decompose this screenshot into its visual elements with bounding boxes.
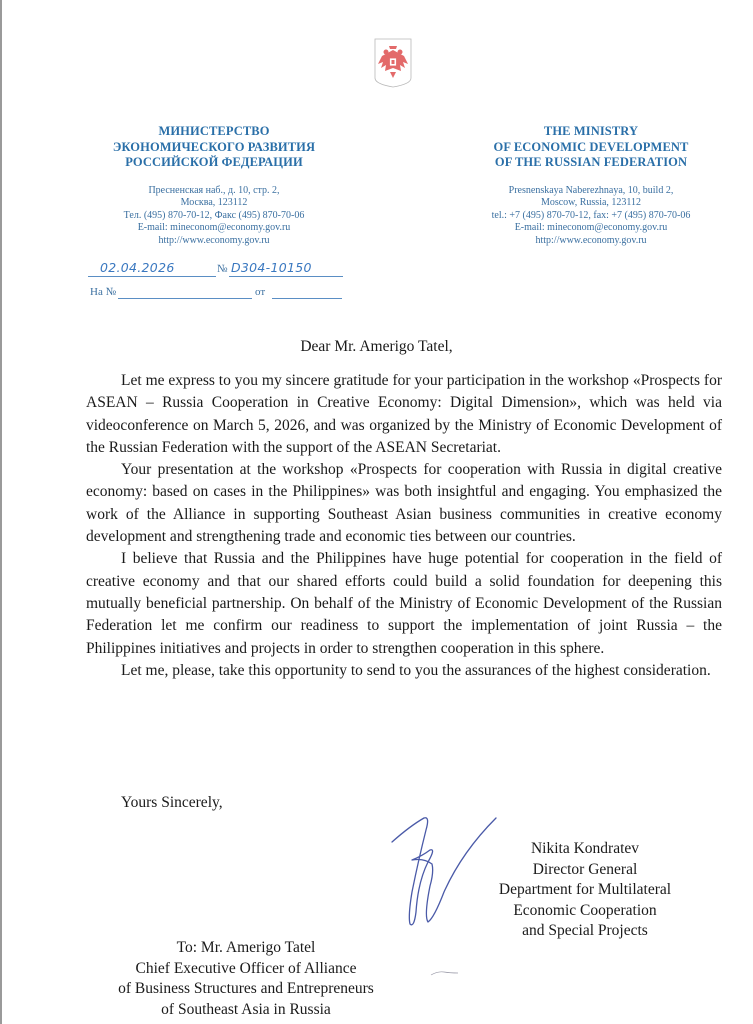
reply-number-rule: [118, 298, 252, 299]
paragraph: Let me, please, take this opportunity to send to you the assurances of the highest consideration.: [121, 661, 711, 679]
recipient-name: To: Mr. Amerigo Tatel: [176, 939, 316, 956]
paragraph: I believe that Russia and the Philippines have huge potential for cooperation in the field of creative economy and that our shared efforts could build a solid foundation for deepening this mutually beneficial partnership. On behalf of the Ministry of Economic Development of the Russian Federation let me confirm our readiness to support the implementation of joint Russia – the Philippines initiatives and projects in order to strengthen cooperation in this sphere.: [86, 550, 722, 657]
recipient-block: [100, 938, 392, 1020]
org-line: ЭКОНОМИЧЕСКОГО РАЗВИТИЯ: [112, 139, 316, 154]
salutation: Dear Mr. Amerigo Tatel,: [300, 338, 453, 355]
reply-date-rule: [272, 298, 342, 299]
signatory-title: Director General: [532, 860, 638, 878]
website-line: http://www.economy.gov.ru: [535, 234, 647, 246]
org-line: OF ECONOMIC DEVELOPMENT: [493, 139, 689, 154]
website-line: http://www.economy.gov.ru: [158, 234, 270, 246]
date-rule: [88, 276, 216, 277]
number-label: №: [217, 263, 228, 275]
page-edge: [0, 0, 2, 1024]
letter-body: [86, 370, 722, 682]
recipient-organization: of Business Structures and Entrepreneurs: [118, 980, 374, 997]
paragraph: Your presentation at the workshop «Prospects for cooperation with Russia in digital creative economy: based on cases in the Philippines» was both insightful and engaging. You emphasized the work of the Alliance in supporting Southeast Asian business communities in creative economy development and strengthening trade and economic ties between our countries.: [86, 461, 722, 546]
recipient-organization: of Southeast Asia in Russia: [161, 1000, 331, 1018]
signatory-name: Nikita Kondratev: [530, 840, 640, 857]
email-line: E-mail: mineconom@economy.gov.ru: [137, 222, 291, 234]
ministry-name-en: [462, 124, 720, 171]
signatory-department: Department for Multilateral: [498, 881, 672, 898]
address-line: Moscow, Russia, 123112: [540, 197, 642, 209]
address-line: Пресненская наб., д. 10, стр. 2,: [148, 184, 280, 196]
org-line: РОССИЙСКОЙ ФЕДЕРАЦИИ: [125, 155, 303, 169]
phone-line: Тел. (495) 870-70-12, Факс (495) 870-70-06: [123, 209, 305, 221]
reply-to-label: На №: [90, 286, 117, 298]
address-line: Москва, 123112: [180, 197, 248, 209]
handwritten-date: 02.04.2026: [100, 260, 175, 275]
org-line: МИНИСТЕРСТВО: [158, 124, 270, 138]
org-line: OF THE RUSSIAN FEDERATION: [494, 155, 688, 169]
signatory-block: [470, 839, 700, 942]
closing: Yours Sincerely,: [121, 794, 223, 811]
header-english: [462, 124, 720, 247]
russian-coat-of-arms-icon: [374, 38, 412, 88]
address-ru: [88, 185, 340, 248]
signatory-department: Economic Cooperation: [513, 901, 657, 919]
address-en: [462, 185, 720, 248]
email-line: E-mail: mineconom@economy.gov.ru: [514, 222, 668, 234]
recipient-title: Chief Executive Officer of Alliance: [135, 959, 357, 977]
handwritten-number: D304-10150: [231, 260, 312, 275]
address-line: Presnenskaya Naberezhnaya, 10, build 2,: [508, 184, 674, 196]
number-rule: [229, 276, 343, 277]
paragraph: Let me express to you my sincere gratitude for your participation in the workshop «Prospects for ASEAN – Russia Cooperation in Creative Economy: Digital Dimension», which was held via videoconference on March 5, 2026, and was organized by the Ministry of Economic Development of the Russian Federation with the support of the ASEAN Secretariat.: [86, 372, 722, 456]
header-russian: [88, 124, 340, 247]
ink-smudge: [430, 970, 460, 976]
phone-line: tel.: +7 (495) 870-70-12, fax: +7 (495) 870-70-06: [491, 209, 691, 221]
signatory-department: and Special Projects: [522, 922, 648, 939]
org-line: THE MINISTRY: [543, 124, 639, 138]
ministry-name-ru: [88, 124, 340, 171]
from-label: от: [255, 286, 266, 298]
